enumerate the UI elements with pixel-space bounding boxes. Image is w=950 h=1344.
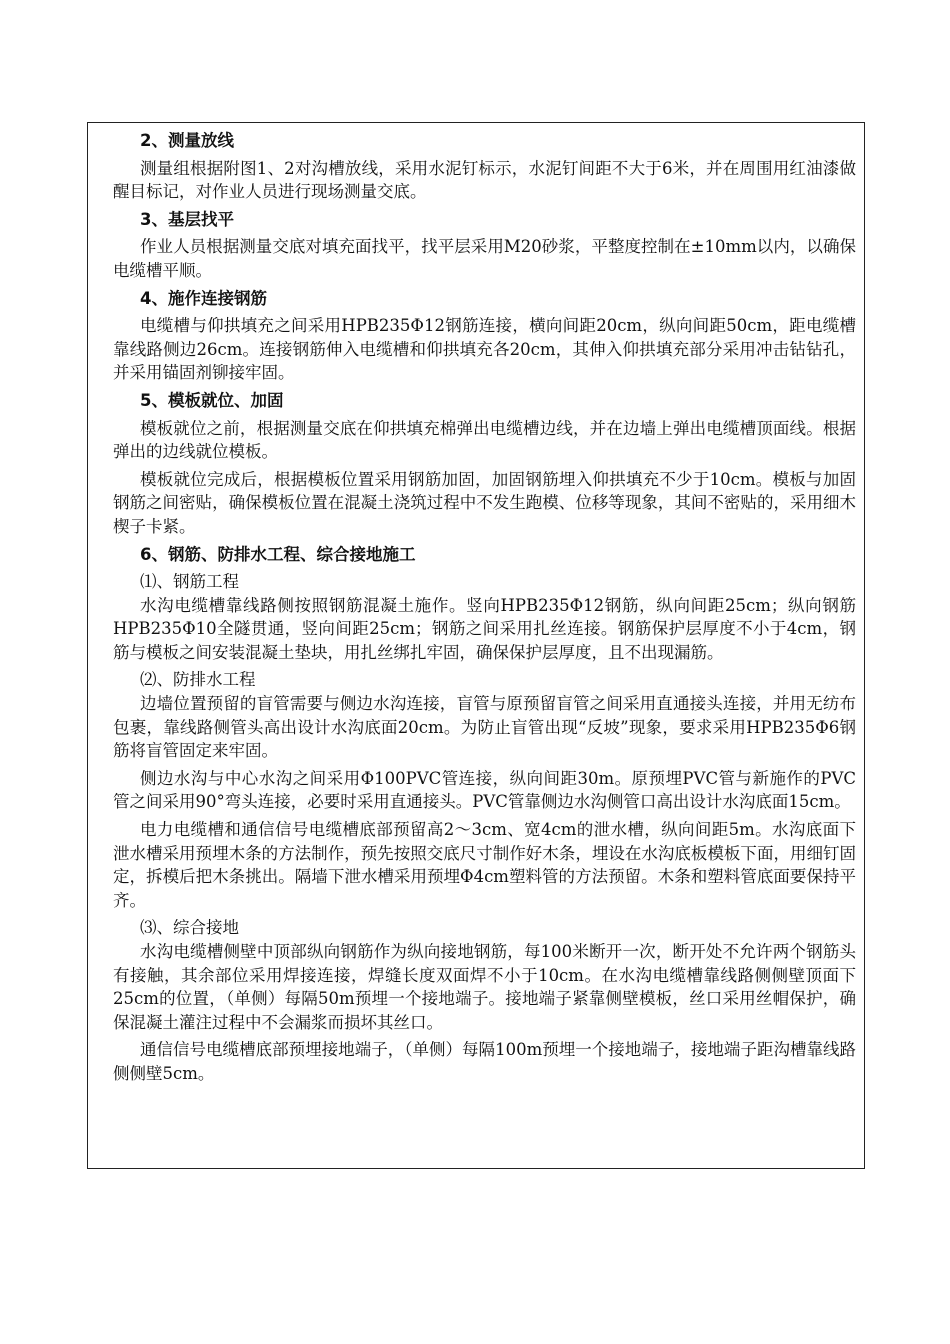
paragraph: 电缆槽与仰拱填充之间采用HPB235Φ12钢筋连接，横向间距20cm，纵向间距50cm，距电缆槽靠线路侧边26cm。连接钢筋伸入电缆槽和仰拱填充各20cm，其伸入仰拱填充部分采用冲击钻钻孔，并采用锚固剂铆接牢固。: [113, 316, 856, 383]
section-heading: 5、模板就位、加固: [140, 390, 284, 410]
paragraph: 通信信号电缆槽底部预埋接地端子，（单侧）每隔100m预埋一个接地端子，接地端子距沟槽靠线路侧侧壁5cm。: [113, 1040, 856, 1083]
paragraph: 水沟电缆槽侧壁中顶部纵向钢筋作为纵向接地钢筋，每100米断开一次，断开处不允许两个钢筋头有接触，其余部位采用焊接连接，焊缝长度双面焊不小于10cm。在水沟电缆槽靠线路侧侧壁顶面下25cm的位置，（单侧）每隔50m预埋一个接地端子。接地端子紧靠侧壁模板，丝口采用丝帽保护，确保混凝土灌注过程中不会漏浆而损坏其丝口。: [113, 942, 856, 1032]
section-heading: 4、施作连接钢筋: [140, 288, 267, 308]
paragraph: 模板就位之前，根据测量交底在仰拱填充棉弹出电缆槽边线，并在边墙上弹出电缆槽顶面线。根据弹出的边线就位模板。: [113, 418, 856, 462]
document-content: [113, 129, 856, 1090]
paragraph: 测量组根据附图1、2对沟槽放线，采用水泥钉标示，水泥钉间距不大于6米，并在周围用红油漆做醒目标记，对作业人员进行现场测量交底。: [113, 158, 856, 202]
paragraph: 电力电缆槽和通信信号电缆槽底部预留高2～3cm、宽4cm的泄水槽，纵向间距5m。水沟底面下泄水槽采用预埋木条的方法制作，预先按照交底尺寸制作好木条，埋设在水沟底板模板下面，用细钉固定，拆模后把木条挑出。隔墙下泄水槽采用预埋Φ4cm塑料管的方法预留。木条和塑料管底面要保持平齐。: [113, 820, 856, 910]
paragraph: 侧边水沟与中心水沟之间采用Φ100PVC管连接，纵向间距30m。原预埋PVC管与新施作的PVC管之间采用90°弯头连接，必要时采用直通接头。PVC管靠侧边水沟侧管口高出设计水沟底面15cm。: [113, 768, 856, 812]
subsection-title: ⑴、钢筋工程: [140, 572, 239, 592]
section-heading: 6、钢筋、防排水工程、综合接地施工: [140, 544, 416, 564]
document-table-cell: [87, 122, 865, 1169]
section-heading: 2、测量放线: [140, 131, 234, 150]
section-heading: 3、基层找平: [140, 209, 234, 229]
paragraph: 水沟电缆槽靠线路侧按照钢筋混凝土施作。竖向HPB235Φ12钢筋，纵向间距25cm；纵向钢筋HPB235Φ10全隧贯通，竖向间距25cm；钢筋之间采用扎丝连接。钢筋保护层厚度不小于4cm，钢筋与模板之间安装混凝土垫块，用扎丝绑扎牢固，确保保护层厚度，且不出现漏筋。: [113, 595, 856, 662]
paragraph: 作业人员根据测量交底对填充面找平，找平层采用M20砂浆，平整度控制在±10mm以内，以确保电缆槽平顺。: [113, 237, 856, 280]
subsection-title: ⑵、防排水工程: [140, 670, 256, 690]
paragraph: 边墙位置预留的盲管需要与侧边水沟连接，盲管与原预留盲管之间采用直通接头连接，并用无纺布包裹，靠线路侧管头高出设计水沟底面20cm。为防止盲管出现“反坡”现象，要求采用HPB235Φ6钢筋将盲管固定来牢固。: [113, 694, 856, 761]
subsection-title: ⑶、综合接地: [140, 918, 239, 938]
paragraph: 模板就位完成后，根据模板位置采用钢筋加固，加固钢筋埋入仰拱填充不少于10cm。模板与加固钢筋之间密贴，确保模板位置在混凝土浇筑过程中不发生跑模、位移等现象，其间不密贴的，采用细木楔子卡紧。: [113, 469, 856, 536]
